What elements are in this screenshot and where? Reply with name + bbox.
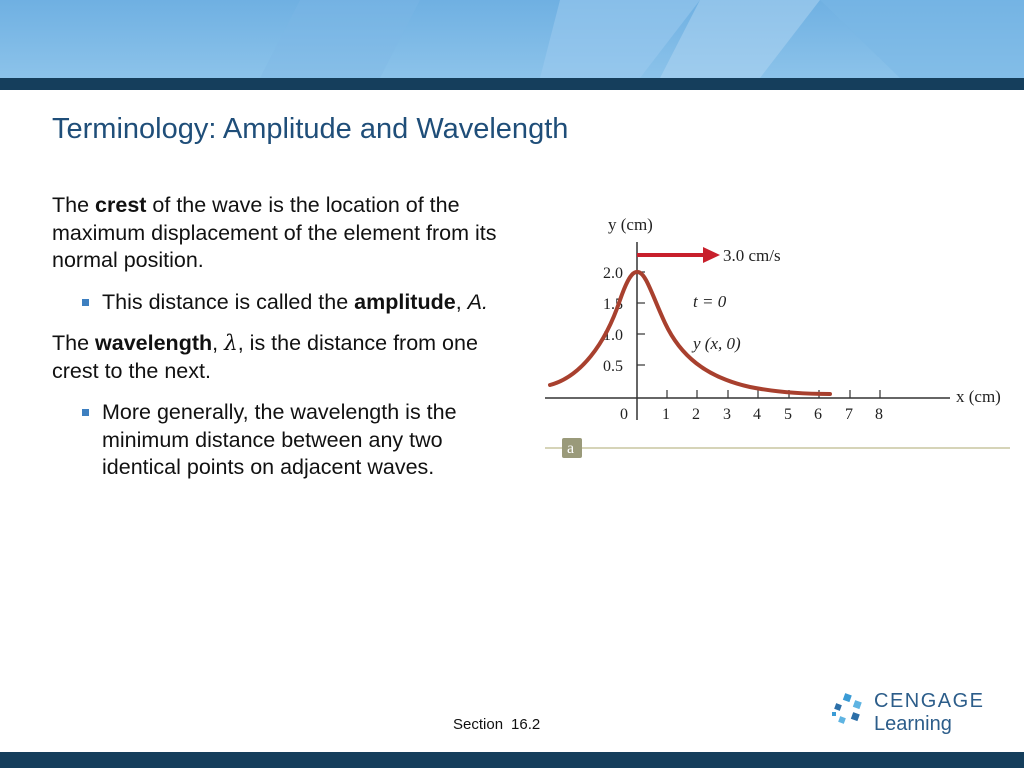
text-span: , [455,289,468,314]
wavelength-bullet [52,399,512,482]
wave-figure [540,205,1015,465]
logo-text-learning: Learning [874,713,952,735]
body-text [52,192,512,496]
x-tick-label: 4 [753,406,761,423]
text-span: More generally, the wavelength is the minimum distance between any two identical points on adjacent waves. [102,400,457,479]
time-label: t = 0 [693,292,727,311]
footer-section [453,716,540,733]
y-tick-label: 0.5 [603,358,623,375]
symbol-amplitude: A. [467,289,488,314]
text-span: The [52,193,96,217]
banner-decoration [0,0,1024,78]
x-tick-label: 6 [814,406,822,423]
y-tick-label: 1.0 [603,327,623,344]
amplitude-bullet [52,289,512,317]
section-number: 16.2 [511,716,541,733]
speed-label: 3.0 cm/s [723,246,781,265]
y-tick-marks [637,272,645,365]
panel-letter: a [567,440,575,457]
text-span: This distance is called the [102,289,355,314]
text-span: of the wave is the location of the maximum displacement of the element from its normal position. [52,193,497,272]
x-axis-label: x (cm) [956,387,1001,406]
text-span: The [52,331,96,355]
x-tick-label: 3 [723,406,731,423]
section-label: Section [453,716,504,733]
cengage-logo [830,688,990,744]
slide-title: Terminology: Amplitude and Wavelength [52,113,569,145]
velocity-arrow-head [703,247,720,263]
top-banner [0,0,1024,78]
top-stripe [0,78,1024,90]
y-tick-label: 2.0 [603,265,623,282]
y-tick-label: 1.5 [603,296,623,313]
x-tick-label: 7 [845,406,853,423]
crest-paragraph [52,192,512,275]
curve-label: y (x, 0) [693,334,741,353]
term-wavelength: wavelength [95,331,213,355]
y-axis-label: y (cm) [608,215,653,234]
term-crest: crest [95,193,147,217]
x-tick-label: 0 [620,406,628,423]
text-span: , is the distance from one crest to the next. [52,331,478,383]
bullet-square-icon [82,299,89,306]
x-tick-label: 5 [784,406,792,423]
logo-text-cengage: CENGAGE [874,690,985,712]
cengage-logo-icon [830,692,870,732]
x-tick-label: 2 [692,406,700,423]
bottom-stripe [0,752,1024,768]
x-tick-label: 1 [662,406,670,423]
bullet-square-icon [82,409,89,416]
text-span: , [212,331,225,355]
wavelength-paragraph [52,330,512,385]
symbol-lambda: λ [224,331,238,356]
term-amplitude: amplitude [354,289,456,314]
wave-pulse-curve [550,272,830,394]
x-tick-label: 8 [875,406,883,423]
